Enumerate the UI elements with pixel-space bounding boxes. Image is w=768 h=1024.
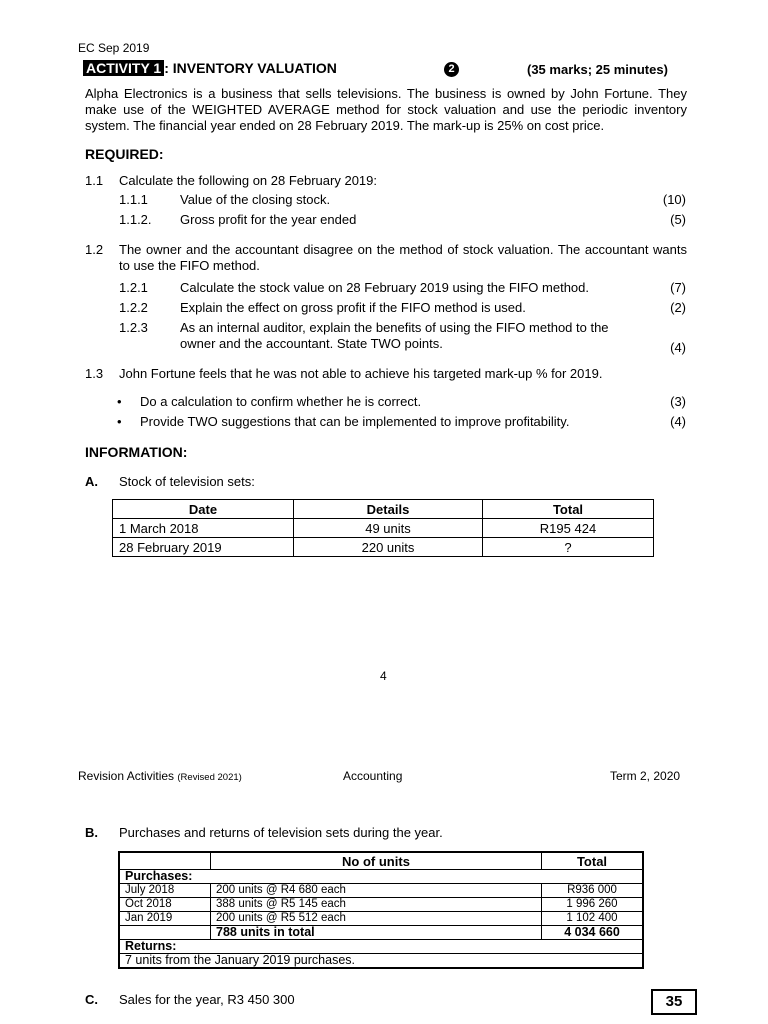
q1-1-1-marks: (10) [662,192,686,207]
footer-left-small: (Revised 2021) [177,772,242,783]
purchases-col-blank [119,852,211,870]
q1-3-bullet-2-text: Provide TWO suggestions that can be implemented to improve profitability. [140,414,570,429]
q1-2-3-number: 1.2.3 [119,320,148,335]
purchases-table [118,851,644,969]
q1-3-bullet-1-marks: (3) [670,394,686,409]
page-box: 35 [651,989,697,1015]
bullet-icon: • [117,414,122,429]
activity-title [83,60,337,76]
footer-left [78,769,242,783]
info-c-letter: C. [85,992,98,1007]
q1-2-2-marks: (2) [670,300,686,315]
q1-3-bullet-1-text: Do a calculation to confirm whether he is correct. [140,394,422,409]
table-row [119,912,643,926]
purchases-cell: 200 units @ R5 512 each [211,912,542,926]
info-a-letter: A. [85,474,98,489]
table-row [113,538,654,557]
info-a-text: Stock of television sets: [119,474,255,489]
purchases-total-value: 4 034 660 [542,926,644,940]
activity-tag: ACTIVITY 1 [83,60,164,76]
purchases-cell: 1 102 400 [542,912,644,926]
q1-2-3-marks: (4) [670,340,686,355]
purchases-cell: Oct 2018 [119,898,211,912]
stock-cell: ? [483,538,654,557]
q1-1-number: 1.1 [85,173,104,188]
q1-3-text: John Fortune feels that he was not able to achieve his targeted mark-up % for 2019. [119,366,603,381]
purchases-cell: R936 000 [542,884,644,898]
page-number: 4 [380,669,387,683]
stock-cell: R195 424 [483,519,654,538]
table-row [119,926,643,940]
table-row [119,898,643,912]
stock-col-total: Total [483,500,654,519]
table-row [119,884,643,898]
q1-2-number: 1.2 [85,242,104,257]
purchases-cell: Jan 2019 [119,912,211,926]
q1-2-text: The owner and the accountant disagree on the method of stock valuation. The accountant wants to use the FIFO method. [119,242,687,273]
required-heading: REQUIRED: [85,146,164,162]
q1-2-1-number: 1.2.1 [119,280,148,295]
circled-number: 2 [444,62,459,77]
q1-2-1-marks: (7) [670,280,686,295]
intro-paragraph: Alpha Electronics is a business that sells televisions. The business is owned by John Fortune. They make use of the WEIGHTED AVERAGE method for stock valuation and use the periodic inventory system. The financial year ended on 28 February 2019. The mark-up is 25% on cost price. [85,86,687,133]
information-heading: INFORMATION: [85,444,188,460]
returns-label: Returns: [119,940,643,954]
footer-center: Accounting [343,769,403,783]
purchases-label: Purchases: [119,870,643,884]
q1-3-bullet-2-marks: (4) [670,414,686,429]
activity-title-text: : INVENTORY VALUATION [164,60,337,76]
stock-cell: 28 February 2019 [113,538,294,557]
returns-text: 7 units from the January 2019 purchases. [119,954,643,969]
q1-1-2-number: 1.1.2. [119,212,152,227]
stock-cell: 49 units [294,519,483,538]
table-row [113,519,654,538]
stock-cell: 1 March 2018 [113,519,294,538]
q1-2-2-number: 1.2.2 [119,300,148,315]
purchases-col-units: No of units [211,852,542,870]
q1-2-2-text: Explain the effect on gross profit if the FIFO method is used. [180,300,526,315]
purchases-cell: July 2018 [119,884,211,898]
q1-1-2-marks: (5) [670,212,686,227]
table-row [119,954,643,969]
purchases-total-units: 788 units in total [211,926,542,940]
bullet-icon: • [117,394,122,409]
footer-left-text: Revision Activities [78,769,175,783]
marks-time: (35 marks; 25 minutes) [527,62,668,77]
purchases-cell [119,926,211,940]
q1-1-text: Calculate the following on 28 February 2019: [119,173,377,188]
info-b-letter: B. [85,825,98,840]
footer-right: Term 2, 2020 [610,769,681,783]
stock-col-date: Date [113,500,294,519]
circled-number-icon [444,60,459,77]
info-c-text: Sales for the year, R3 450 300 [119,992,295,1007]
q1-1-1-number: 1.1.1 [119,192,148,207]
q1-1-2-text: Gross profit for the year ended [180,212,357,227]
purchases-cell: 388 units @ R5 145 each [211,898,542,912]
stock-table [112,499,654,557]
q1-2-3-text: As an internal auditor, explain the benefits of using the FIFO method to the owner and the accountant. State TWO points. [180,320,609,351]
q1-2-1-text: Calculate the stock value on 28 February 2019 using the FIFO method. [180,280,590,295]
q1-3-number: 1.3 [85,366,104,381]
stock-cell: 220 units [294,538,483,557]
q1-1-1-text: Value of the closing stock. [180,192,331,207]
info-b-text: Purchases and returns of television sets during the year. [119,825,443,840]
purchases-cell: 200 units @ R4 680 each [211,884,542,898]
stock-col-details: Details [294,500,483,519]
purchases-cell: 1 996 260 [542,898,644,912]
purchases-col-total: Total [542,852,644,870]
exam-label: EC Sep 2019 [78,41,150,55]
